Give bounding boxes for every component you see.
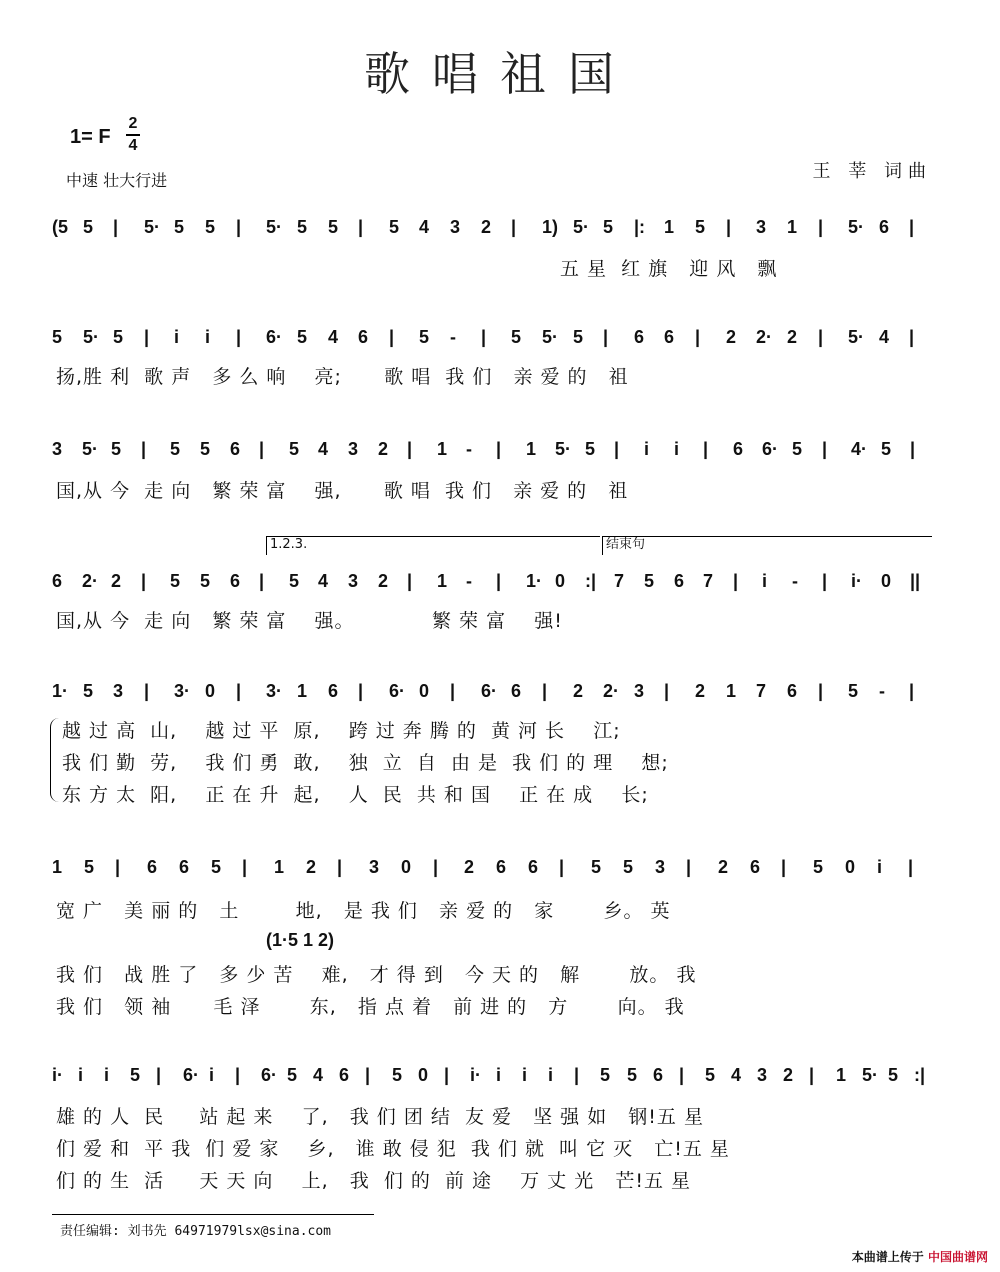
note: 5 [792,439,803,459]
lyrics-row-6-verse-2: 我 们 战 胜 了 多 少 苦 难, 才 得 到 今 天 的 解 放。 我 [56,964,697,986]
staff-row-5 [52,676,940,712]
bar-line: | [389,327,395,347]
note: 5 [392,1065,403,1085]
bar-line: | [141,571,147,591]
lyrics-row-6-verse-1: 宽 广 美 丽 的 土 地, 是 我 们 亲 爱 的 家 乡。 英 [56,900,671,922]
staff-row-2 [52,322,940,358]
bar-line: | [733,571,739,591]
note: i [674,439,680,459]
note: 7 [703,571,714,591]
bar-line: | [236,327,242,347]
note: 0 [881,571,892,591]
note: 4 [313,1065,324,1085]
note: 1 [787,217,798,237]
bar-line: | [407,439,413,459]
bar-line: | [496,571,502,591]
bar-line: |: [634,217,646,237]
bar-line: | [236,681,242,701]
bar-line: | [511,217,517,237]
note: 6 [328,681,339,701]
key-signature: 1= F [70,126,111,148]
note: 5· [848,217,865,237]
note: 2· [603,681,620,701]
note: i· [52,1065,63,1085]
note: - [466,571,472,591]
note: 3 [348,439,359,459]
bar-line: | [910,439,916,459]
note: 1 [526,439,537,459]
note: 2 [783,1065,794,1085]
lyrics-row-5-verse-2: 我 们 勤 劳, 我 们 勇 敢, 独 立 自 由 是 我 们 的 理 想; [62,752,669,774]
lyrics-row-7-verse-1: 雄 的 人 民 站 起 来 了, 我 们 团 结 友 爱 坚 强 如 钢!五 星 [56,1106,704,1128]
note: 1 [836,1065,847,1085]
bar-line: | [144,327,150,347]
note: 6 [147,857,158,877]
time-signature [126,114,140,156]
note: 5· [555,439,572,459]
note: 6 [179,857,190,877]
note: 0 [205,681,216,701]
bar-line: | [235,1065,241,1085]
note: i [522,1065,528,1085]
note: 5 [695,217,706,237]
note: 2 [573,681,584,701]
note: 3 [634,681,645,701]
staff-row-3 [52,434,940,470]
bar-line: | [259,571,265,591]
bar-line: | [444,1065,450,1085]
note: i [548,1065,554,1085]
bar-line: | [358,681,364,701]
song-title: 歌唱祖国 [364,47,636,101]
note: 1 [437,439,448,459]
note: 1 [664,217,675,237]
note: 1 [297,681,308,701]
bar-line: | [809,1065,815,1085]
note: 4 [879,327,890,347]
note: i [496,1065,502,1085]
note: 5 [113,327,124,347]
note: 1) [542,217,559,237]
note: 5 [511,327,522,347]
note: 5 [881,439,892,459]
upload-credit [852,1248,988,1265]
bar-line: | [726,217,732,237]
note: 5 [130,1065,141,1085]
note: 5 [813,857,824,877]
bar-line: | [358,217,364,237]
note: 6 [339,1065,350,1085]
note: 5· [542,327,559,347]
note: i [762,571,768,591]
note: 5 [389,217,400,237]
note: 5 [328,217,339,237]
note: 5 [705,1065,716,1085]
bar-line: | [818,217,824,237]
bar-line: | [542,681,548,701]
bar-line: | [664,681,670,701]
note: i· [470,1065,481,1085]
note: 3 [756,217,767,237]
note: 5 [644,571,655,591]
note: 6 [52,571,63,591]
bar-line: | [236,217,242,237]
note: 5 [205,217,216,237]
note: 5 [211,857,222,877]
volta-ending-phrase: 结束句 [602,536,932,555]
bar-line: | [365,1065,371,1085]
bar-line: | [822,571,828,591]
bar-line: | [337,857,343,877]
bar-line: | [559,857,565,877]
note: 4 [419,217,430,237]
note: 5· [848,327,865,347]
note: 6 [733,439,744,459]
note: 2 [695,681,706,701]
note: (5 [52,217,69,237]
note: 0 [401,857,412,877]
note: 0 [845,857,856,877]
note: 3 [369,857,380,877]
note: 6 [879,217,890,237]
note: 4 [318,571,329,591]
note: 4 [328,327,339,347]
bar-line: || [910,571,921,591]
note: 5 [297,217,308,237]
staff-row-7 [52,1060,940,1096]
bar-line: | [703,439,709,459]
note: 7 [614,571,625,591]
note: 1 [726,681,737,701]
note: 2 [378,439,389,459]
note: 0 [555,571,566,591]
note: 6 [674,571,685,591]
bar-line: | [259,439,265,459]
note: 5 [84,857,95,877]
note: 6· [261,1065,278,1085]
note: 6 [511,681,522,701]
note: 3 [757,1065,768,1085]
bar-line: :| [585,571,597,591]
bar-line: | [686,857,692,877]
note: 3· [174,681,191,701]
note: 5· [266,217,283,237]
note: 5 [200,439,211,459]
lyrics-row-6-verse-3: 我 们 领 袖 毛 泽 东, 指 点 着 前 进 的 方 向。 我 [56,996,685,1018]
note: 5 [297,327,308,347]
note: 6· [389,681,406,701]
note: 2 [787,327,798,347]
note: 2 [464,857,475,877]
lyrics-row-7-verse-3: 们 的 生 活 天 天 向 上, 我 们 的 前 途 万 丈 光 芒!五 星 [56,1170,692,1192]
bar-line: | [909,217,915,237]
note: 6 [787,681,798,701]
bar-line: | [242,857,248,877]
note: i [174,327,180,347]
note: 2 [718,857,729,877]
bar-line: | [781,857,787,877]
note: 4 [731,1065,742,1085]
note: 5 [623,857,634,877]
note: i [209,1065,215,1085]
note: 6· [183,1065,200,1085]
note: 0 [418,1065,429,1085]
note: 5 [585,439,596,459]
note: 5· [862,1065,879,1085]
note: 3 [348,571,359,591]
note: 6 [230,571,241,591]
time-signature-bottom: 4 [128,137,138,154]
site-logo[interactable]: 中国曲谱网 [927,1250,988,1264]
bar-line: | [822,439,828,459]
note: 5· [573,217,590,237]
note: - [450,327,456,347]
note: i [877,857,883,877]
time-signature-top: 2 [128,115,138,132]
note: 5 [200,571,211,591]
note: 6· [481,681,498,701]
bar-line: | [679,1065,685,1085]
note: 2 [306,857,317,877]
author-credit: 王 莘 词曲 [812,161,932,182]
staff-row-1 [52,212,940,248]
note: 6 [634,327,645,347]
note: 5 [287,1065,298,1085]
note: 6 [750,857,761,877]
note: i· [851,571,862,591]
bar-line: | [481,327,487,347]
note: 4· [851,439,868,459]
note: 5 [289,571,300,591]
note: 3 [113,681,124,701]
note: 1· [526,571,543,591]
bar-line: | [909,681,915,701]
note: 3· [266,681,283,701]
note: 5 [848,681,859,701]
note: 4 [318,439,329,459]
bar-line: | [603,327,609,347]
note: 7 [756,681,767,701]
bar-line: | [144,681,150,701]
note: 5 [888,1065,899,1085]
note: 5 [83,681,94,701]
note: 6 [358,327,369,347]
note: 3 [655,857,666,877]
tempo-marking: 中速 壮大行进 [66,171,168,190]
upload-prefix: 本曲谱上传于 [851,1250,924,1264]
note: 5· [144,217,161,237]
lyrics-row-2: 扬,胜 利 歌 声 多 么 响 亮; 歌 唱 我 们 亲 爱 的 祖 [56,366,629,388]
note: 1 [274,857,285,877]
bar-line: | [113,217,119,237]
note: 5 [170,571,181,591]
note: 5 [591,857,602,877]
note: 3 [450,217,461,237]
lyrics-row-5-verse-3: 东 方 太 阳, 正 在 升 起, 人 民 共 和 国 正 在 成 长; [62,784,649,806]
note: 5· [82,439,99,459]
note: 5 [174,217,185,237]
bar-line: | [407,571,413,591]
note: 6· [762,439,779,459]
bar-line: | [141,439,147,459]
note: i [78,1065,84,1085]
bar-line: | [156,1065,162,1085]
note: 5 [170,439,181,459]
staff-row-4 [52,566,940,602]
note: 2 [378,571,389,591]
bar-line: | [115,857,121,877]
note: 6· [266,327,283,347]
alternate-phrase: (1·5 1 2) [266,930,335,950]
verse-brace [50,718,59,802]
note: 5 [83,217,94,237]
note: 6 [230,439,241,459]
bar-line: | [818,681,824,701]
note: i [104,1065,110,1085]
note: 2· [82,571,99,591]
bar-line: | [818,327,824,347]
note: 2· [756,327,773,347]
note: 5 [289,439,300,459]
note: 2 [481,217,492,237]
lyrics-row-1: 五 星 红 旗 迎 风 飘 [560,258,778,280]
note: 0 [419,681,430,701]
note: 6 [528,857,539,877]
note: 5 [111,439,122,459]
note: i [205,327,211,347]
note: 6 [664,327,675,347]
note: 5 [573,327,584,347]
note: i [644,439,650,459]
note: - [879,681,885,701]
editor-credit: 责任编辑: 刘书先 64971979lsx@sina.com [60,1224,332,1239]
note: 5 [627,1065,638,1085]
bar-line: | [433,857,439,877]
note: 5 [419,327,430,347]
bar-line: | [908,857,914,877]
lyrics-row-3: 国,从 今 走 向 繁 荣 富 强, 歌 唱 我 们 亲 爱 的 祖 [56,480,629,502]
note: 2 [111,571,122,591]
bar-line: | [574,1065,580,1085]
footer-divider [52,1214,374,1215]
bar-line: | [450,681,456,701]
lyrics-row-5-verse-1: 越 过 高 山, 越 过 平 原, 跨 过 奔 腾 的 黄 河 长 江; [62,720,621,742]
note: 1· [52,681,69,701]
staff-row-6 [52,852,940,888]
note: 5· [83,327,100,347]
volta-first-ending: 1.2.3. [266,536,600,555]
note: 5 [603,217,614,237]
note: 5 [52,327,63,347]
bar-line: | [695,327,701,347]
note: 1 [52,857,63,877]
note: 5 [600,1065,611,1085]
bar-line: :| [914,1065,926,1085]
note: 2 [726,327,737,347]
lyrics-row-4: 国,从 今 走 向 繁 荣 富 强。 繁 荣 富 强! [56,610,563,632]
note: - [792,571,798,591]
note: 3 [52,439,63,459]
note: 1 [437,571,448,591]
note: - [466,439,472,459]
bar-line: | [614,439,620,459]
bar-line: | [496,439,502,459]
lyrics-row-7-verse-2: 们 爱 和 平 我 们 爱 家 乡, 谁 敢 侵 犯 我 们 就 叫 它 灭 亡!五 星 [56,1138,730,1160]
note: 6 [653,1065,664,1085]
bar-line: | [909,327,915,347]
note: 6 [496,857,507,877]
